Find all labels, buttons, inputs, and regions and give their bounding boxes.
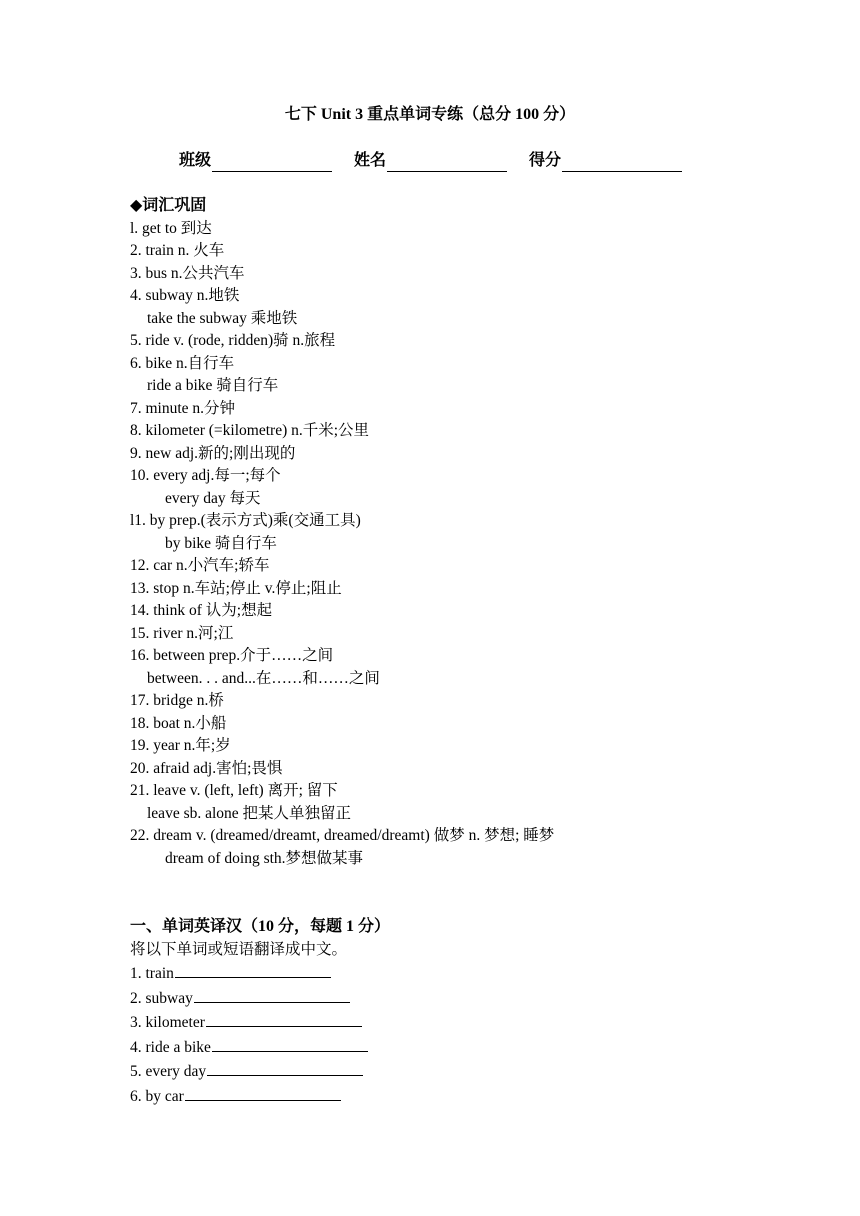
vocab-entry: 2. train n. 火车 <box>130 242 225 259</box>
exercise-item-text: 5. every day <box>130 1063 207 1080</box>
vocab-entry: 17. bridge n.桥 <box>130 692 224 709</box>
exercise-item <box>130 1035 390 1060</box>
exercise-section <box>130 916 390 1108</box>
answer-blank[interactable] <box>206 1010 362 1027</box>
vocab-entry: 18. boat n.小船 <box>130 714 227 732</box>
name-field <box>354 150 507 172</box>
vocab-entry: 15. river n.河;江 <box>130 624 234 642</box>
vocab-entry: 12. car n.小汽车;轿车 <box>130 557 270 574</box>
answer-blank[interactable] <box>185 1084 341 1101</box>
class-blank[interactable] <box>212 153 332 172</box>
exercise-item-text: 6. by car <box>130 1087 184 1105</box>
student-info-row <box>179 150 682 172</box>
vocab-entry: dream of doing sth.梦想做某事 <box>165 849 364 867</box>
vocab-entry: by bike 骑自行车 <box>165 534 277 552</box>
score-blank[interactable] <box>562 153 682 172</box>
vocab-entry: 16. between prep.介于……之间 <box>130 647 334 664</box>
class-label: 班级 <box>179 152 212 169</box>
score-field <box>529 150 682 172</box>
vocab-entry: 6. bike n.自行车 <box>130 354 235 372</box>
exercise-item-text: 4. ride a bike <box>130 1038 211 1056</box>
vocab-heading: ◆词汇巩固 <box>130 197 207 214</box>
vocab-entry: every day 每天 <box>165 489 261 507</box>
exercise-item-text: 3. kilometer <box>130 1014 205 1031</box>
vocab-entry: take the subway 乘地铁 <box>147 309 298 327</box>
vocab-entry: leave sb. alone 把某人单独留正 <box>147 804 352 822</box>
answer-blank[interactable] <box>212 1035 368 1052</box>
exercise-instruction: 将以下单词或短语翻译成中文。 <box>130 940 348 958</box>
vocab-section <box>130 195 554 870</box>
exercise-item <box>130 961 390 986</box>
exercise-item <box>130 1059 390 1084</box>
vocab-entry: 7. minute n.分钟 <box>130 399 236 417</box>
exercise-item <box>130 1084 390 1109</box>
exercise-item <box>130 1010 390 1035</box>
vocab-entry: 22. dream v. (dreamed/dreamt, dreamed/dreamt) 做梦 n. 梦想; 睡梦 <box>130 827 555 844</box>
vocab-entry: 8. kilometer (=kilometre) n.千米;公里 <box>130 422 370 439</box>
answer-blank[interactable] <box>175 961 331 978</box>
vocab-entry: ride a bike 骑自行车 <box>147 377 279 394</box>
vocab-entry: 4. subway n.地铁 <box>130 287 240 304</box>
answer-blank[interactable] <box>194 986 350 1003</box>
vocab-entry: 10. every adj.每一;每个 <box>130 467 281 484</box>
exercise-heading: 一、单词英译汉（10 分，每题 1 分） <box>130 918 391 935</box>
vocab-list <box>130 218 554 871</box>
vocab-entry: 19. year n.年;岁 <box>130 737 231 754</box>
vocab-entry: 9. new adj.新的;刚出现的 <box>130 444 296 462</box>
vocab-entry: between. . . and...在……和……之间 <box>147 669 380 687</box>
name-blank[interactable] <box>387 153 507 172</box>
vocab-entry: 20. afraid adj.害怕;畏惧 <box>130 759 283 777</box>
class-field <box>179 150 332 172</box>
vocab-entry: 13. stop n.车站;停止 v.停止;阻止 <box>130 579 342 597</box>
vocab-entry: 5. ride v. (rode, ridden)骑 n.旅程 <box>130 332 336 349</box>
exercise-list <box>130 961 390 1108</box>
exercise-item-text: 2. subway <box>130 989 193 1007</box>
score-label: 得分 <box>529 152 562 169</box>
vocab-entry: 21. leave v. (left, left) 离开; 留下 <box>130 782 338 799</box>
name-label: 姓名 <box>354 152 387 169</box>
exercise-item <box>130 986 390 1011</box>
exercise-item-text: 1. train <box>130 965 174 982</box>
answer-blank[interactable] <box>207 1059 363 1076</box>
page-title: 七下 Unit 3 重点单词专练（总分 100 分） <box>284 106 576 123</box>
vocab-entry: 3. bus n.公共汽车 <box>130 264 245 282</box>
vocab-entry: l. get to 到达 <box>130 219 212 237</box>
vocab-entry: l1. by prep.(表示方式)乘(交通工具) <box>130 512 361 529</box>
vocab-entry: 14. think of 认为;想起 <box>130 602 273 619</box>
